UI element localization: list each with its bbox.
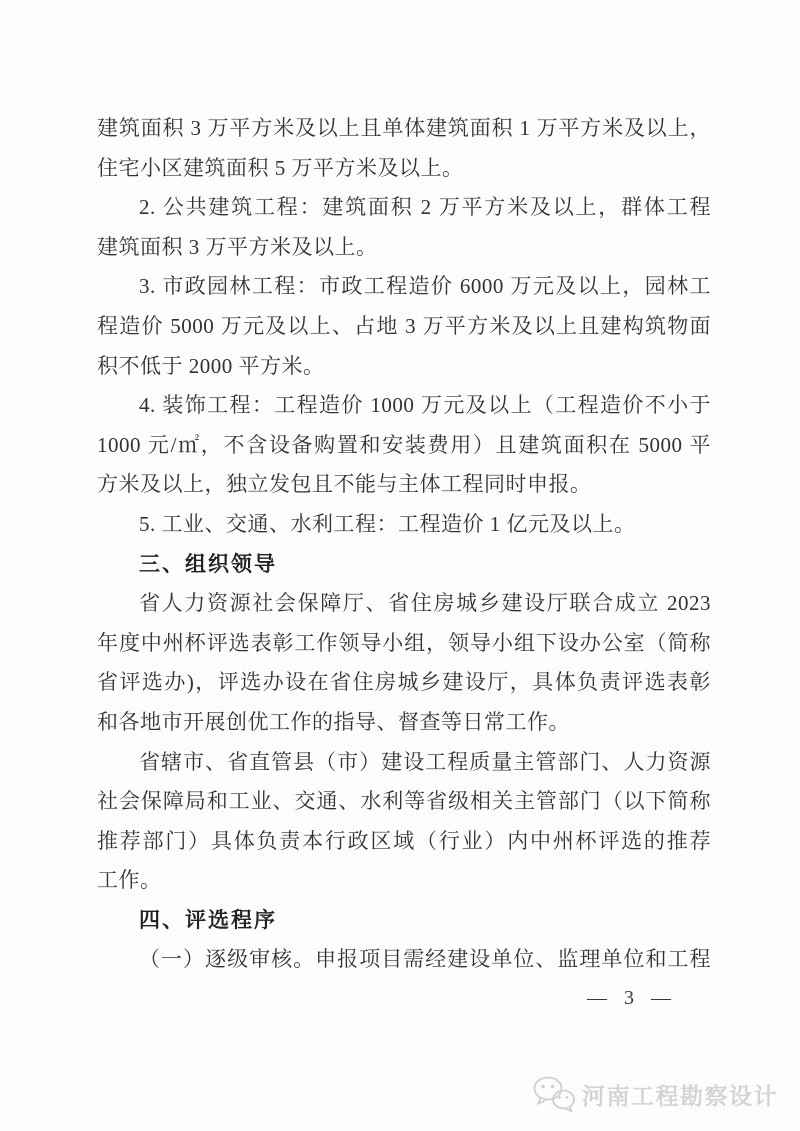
text-line: 5. 工业、交通、水利工程：工程造价 1 亿元及以上。 (139, 511, 636, 536)
text-line: 工作。 (97, 868, 162, 893)
text-line: 省辖市、省直管县（市）建设工程质量主管部门、人力资源 (139, 749, 711, 774)
text-line: 和各地市开展创优工作的指导、督查等日常工作。 (97, 709, 570, 734)
section-heading: 三、组织领导 (139, 552, 277, 576)
text-line: 4. 装饰工程：工程造价 1000 万元及以上（工程造价不小于 (139, 393, 711, 418)
page-number: — 3 — (587, 987, 672, 1009)
text-line: 2. 公共建筑工程：建筑面积 2 万平方米及以上，群体工程 (139, 195, 711, 220)
text-line: 省评选办)，评选办设在省住房城乡建设厅，具体负责评选表彰 (97, 670, 711, 695)
watermark-text: 河南工程勘察设计 (582, 1082, 778, 1109)
text-line: 社会保障局和工业、交通、水利等省级相关主管部门（以下简称 (97, 789, 711, 814)
text-line: 方米及以上，独立发包且不能与主体工程同时申报。 (97, 472, 592, 497)
section-heading: 四、评选程序 (139, 908, 277, 932)
text-line: 3. 市政园林工程：市政工程造价 6000 万元及以上，园林工 (139, 274, 711, 299)
watermark (531, 1075, 778, 1113)
text-line: 住宅小区建筑面积 5 万平方米及以上。 (97, 155, 464, 180)
document-body (97, 109, 711, 980)
text-line: 程造价 5000 万元及以上、占地 3 万平方米及以上且建构筑物面 (97, 313, 711, 338)
text-line: 年度中州杯评选表彰工作领导小组，领导小组下设办公室（简称 (97, 630, 711, 655)
text-line: 积不低于 2000 平方米。 (97, 353, 325, 378)
text-line: 1000 元/㎡，不含设备购置和安装费用）且建筑面积在 5000 平 (97, 432, 711, 457)
text-line: 建筑面积 3 万平方米及以上。 (97, 234, 378, 259)
wechat-icon (531, 1075, 577, 1113)
text-line: （一）逐级审核。申报项目需经建设单位、监理单位和工程 (139, 947, 711, 972)
text-line: 推荐部门）具体负责本行政区域（行业）内中州杯评选的推荐 (97, 828, 711, 853)
text-line: 省人力资源社会保障厅、省住房城乡建设厅联合成立 2023 (139, 591, 711, 616)
text-line: 建筑面积 3 万平方米及以上且单体建筑面积 1 万平方米及以上， (97, 116, 711, 140)
